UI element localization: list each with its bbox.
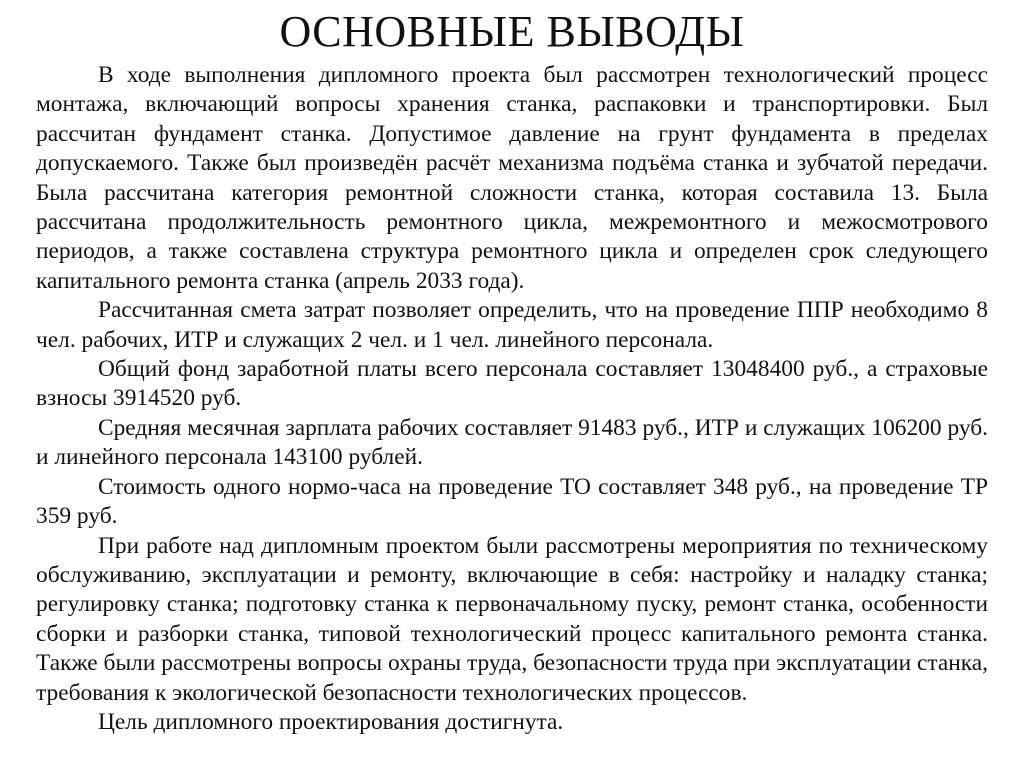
paragraph-average-salary: Средняя месячная зарплата рабочих составляет 91483 руб., ИТР и служащих 106200 руб. и линейного персонала 143100 рублей. [36, 414, 988, 471]
slide-body [36, 61, 988, 737]
paragraph-installation-and-repair: В ходе выполнения дипломного проекта был рассмотрен технологический процесс монтажа, включающий вопросы хранения станка, распаковки и транспортировки. Был рассчитан фундамент станка. Допустимое давление на грунт фундамента в пределах допускаемого. Также был произведён расчёт механизма подъёма станка и зубчатой передачи. Была рассчитана категория ремонтной сложности станка, которая составила 13. Была рассчитана продолжительность ремонтного цикла, межремонтного и межосмотрового периодов, а также составлена структура ремонтного цикла и определен срок следующего капитального ремонта станка (апрель 2033 года). [36, 62, 988, 294]
paragraph-conclusion: Цель дипломного проектирования достигнута. [98, 708, 564, 735]
paragraph-payroll-fund: Общий фонд заработной платы всего персонала составляет 13048400 руб., а страховые взносы 3914520 руб. [36, 356, 988, 412]
paragraph-staffing-estimate: Рассчитанная смета затрат позволяет определить, что на проведение ППР необходимо 8 чел. рабочих, ИТР и служащих 2 чел. и 1 чел. линейного персонала. [36, 297, 988, 353]
paragraph-maintenance-measures: При работе над дипломным проектом были рассмотрены мероприятия по техническому обслуживанию, эксплуатации и ремонту, включающие в себя: настройку и наладку станка; регулировку станка; подготовку станка к первоначальному пуску, ремонт станка, особенности сборки и разборки станка, типовой технологический процесс капитального ремонта станка. Также были рассмотрены вопросы охраны труда, безопасности труда при эксплуатации станка, требования к экологической безопасности технологических процессов. [36, 532, 988, 706]
paragraph-norm-hour-cost: Стоимость одного нормо-часа на проведение ТО составляет 348 руб., на проведение ТР 359 руб. [36, 473, 988, 530]
slide-title: ОСНОВНЫЕ ВЫВОДЫ [279, 7, 745, 56]
